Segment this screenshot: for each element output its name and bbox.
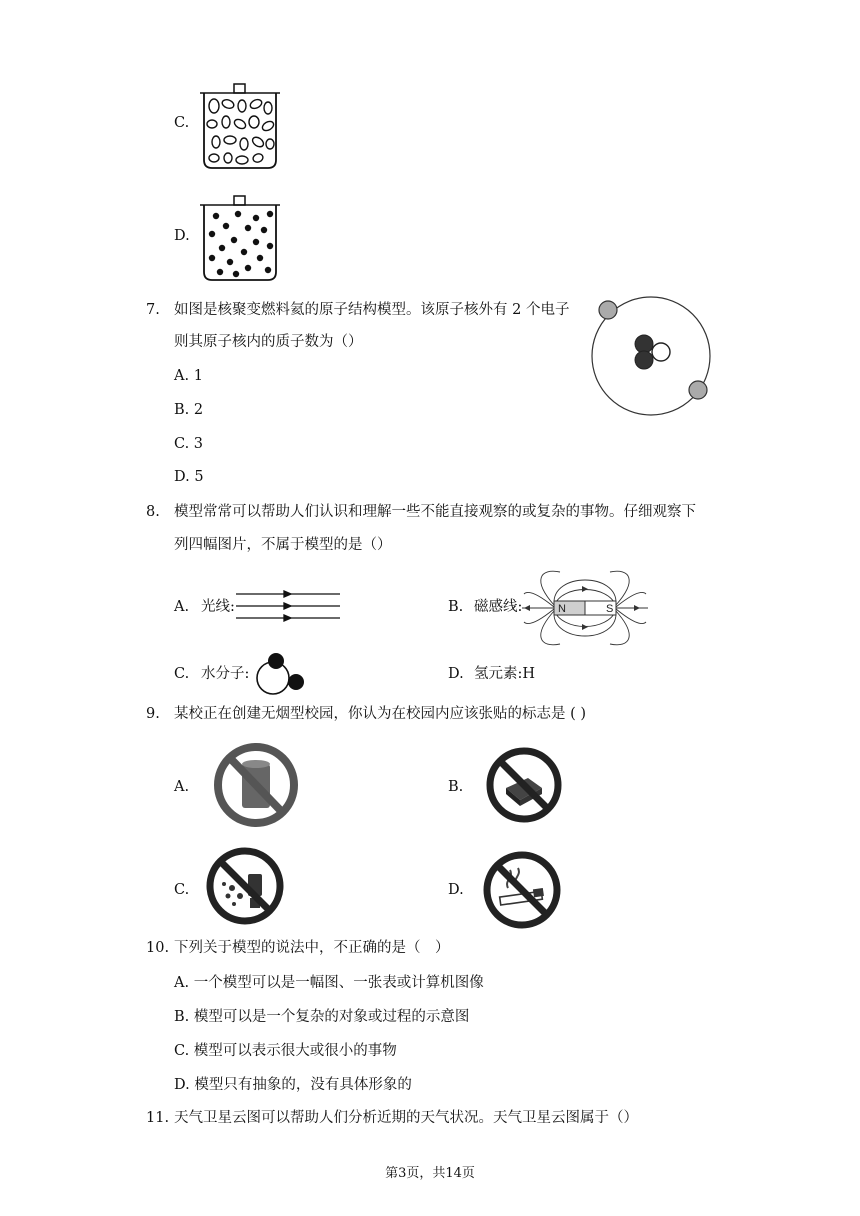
page-footer: 第3页，共14页 bbox=[385, 1166, 475, 1181]
option-b: B. 模型可以是一个复杂的对象或过程的示意图 bbox=[174, 1009, 470, 1025]
question-number: 8. bbox=[146, 504, 160, 520]
question-number: 10. bbox=[146, 940, 170, 956]
question-text: 下列关于模型的说法中，不正确的是（ ） bbox=[174, 940, 450, 956]
option-b: B. 2 bbox=[174, 402, 204, 418]
option-c: C. 模型可以表示很大或很小的事物 bbox=[174, 1043, 397, 1059]
option-letter: C. bbox=[174, 882, 190, 898]
option-a: A. 一个模型可以是一幅图、一张表或计算机图像 bbox=[174, 975, 484, 991]
option-letter: D. bbox=[448, 666, 464, 682]
helium-atom-model-image bbox=[588, 294, 714, 418]
question-text-line1: 模型常常可以帮助人们认识和理解一些不能直接观察的或复杂的事物。仔细观察下 bbox=[174, 504, 696, 520]
option-d: D. 模型只有抽象的，没有具体形象的 bbox=[174, 1077, 412, 1093]
question-text-line2: 列四幅图片，不属于模型的是（） bbox=[174, 537, 392, 553]
option-letter: D. bbox=[174, 228, 190, 244]
option-letter: B. bbox=[448, 599, 464, 615]
beaker-dot-particles-image bbox=[198, 194, 282, 284]
water-molecule-model-image bbox=[252, 652, 308, 694]
option-b-label: 磁感线: bbox=[474, 599, 523, 615]
option-letter: A. bbox=[174, 779, 190, 795]
option-d: D. 5 bbox=[174, 469, 204, 485]
light-rays-image bbox=[236, 590, 342, 626]
option-a-label: 光线: bbox=[201, 599, 235, 615]
question-number: 9. bbox=[146, 706, 160, 722]
option-letter: A. bbox=[174, 599, 190, 615]
option-letter: C. bbox=[174, 666, 190, 682]
question-number: 7. bbox=[146, 302, 160, 318]
beaker-oval-particles-image bbox=[198, 82, 282, 172]
no-fireworks-sign-icon bbox=[200, 844, 290, 928]
option-c-label: 水分子: bbox=[201, 666, 250, 682]
no-trash-can-sign-icon bbox=[212, 740, 300, 830]
option-d-label: 氢元素:H bbox=[474, 666, 536, 682]
option-a: A. 1 bbox=[174, 368, 203, 384]
option-letter: D. bbox=[448, 882, 464, 898]
option-letter: C. bbox=[174, 115, 190, 131]
question-text-line2: 则其原子核内的质子数为（） bbox=[174, 334, 363, 350]
option-c: C. 3 bbox=[174, 436, 204, 452]
question-text-line1: 如图是核聚变燃料氦的原子结构模型。该原子核外有 2 个电子 bbox=[174, 302, 570, 318]
option-letter: B. bbox=[448, 779, 464, 795]
question-text: 天气卫星云图可以帮助人们分析近期的天气状况。天气卫星云图属于（） bbox=[174, 1110, 638, 1126]
magnetic-field-lines-image bbox=[522, 570, 648, 646]
question-text: 某校正在创建无烟型校园，你认为在校园内应该张贴的标志是 ( ) bbox=[174, 706, 587, 722]
magnet-n-label: N bbox=[558, 603, 566, 615]
no-smoking-sign-icon bbox=[478, 848, 566, 932]
no-item-sign-icon bbox=[484, 744, 564, 826]
question-number: 11. bbox=[146, 1110, 170, 1126]
magnet-s-label: S bbox=[606, 603, 614, 615]
